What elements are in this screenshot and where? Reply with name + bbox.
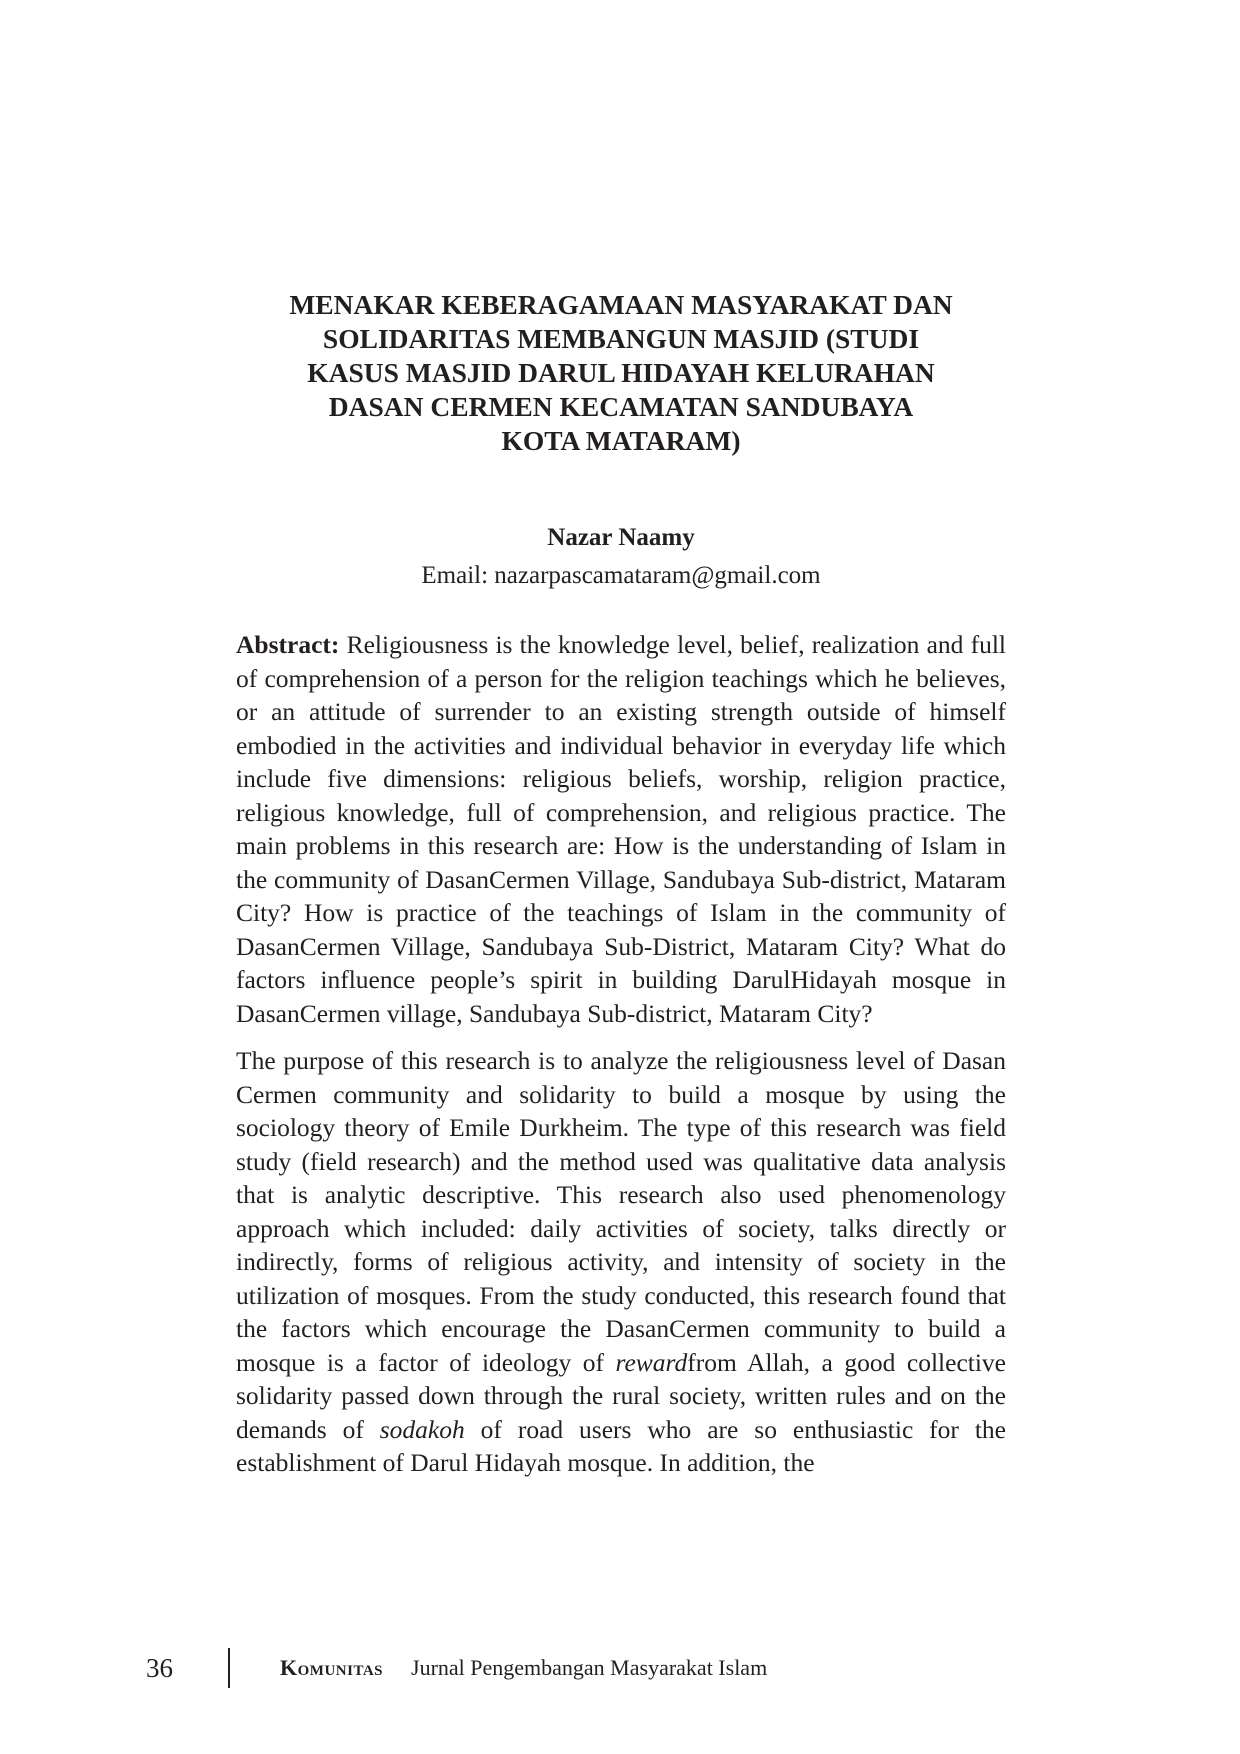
title-line: KASUS MASJID DARUL HIDAYAH KELURAHAN	[307, 357, 935, 388]
author-name: Nazar Naamy	[547, 524, 695, 551]
abstract-text: from Allah, a good collective solidarity passed down through the rural society, written rules and on the demands of	[236, 1347, 1006, 1444]
article-title	[236, 288, 1006, 458]
author-email: Email: nazarpascamataram@gmail.com	[421, 562, 821, 589]
abstract-text: Religiousness is the knowledge level, belief, realization and full of comprehension of a person for the religion teachings which he believes, or an attitude of surrender to an existing strength outside of himself embodied in the activities and individual behavior in everyday life which include five dimensions: religious beliefs, worship, religion practice, religious knowledge, full of comprehension, and religious practice. The main problems in this research are: How is the understanding of Islam in the community of DasanCermen Village, Sandubaya Sub-district, Mataram City? How is practice of the teachings of Islam in the community of DasanCermen Village, Sandubaya Sub-District, Mataram City? What do factors influence people’s spirit in building DarulHidayah mosque in DasanCermen village, Sandubaya Sub-district, Mataram City?	[236, 630, 1007, 1028]
italic-term: reward	[615, 1347, 688, 1377]
italic-term: sodakoh	[379, 1414, 465, 1444]
title-line: DASAN CERMEN KECAMATAN SANDUBAYA	[328, 391, 914, 422]
journal-name: Komunitas	[280, 1655, 384, 1680]
journal-subtitle: Jurnal Pengembangan Masyarakat Islam	[411, 1655, 768, 1680]
page-footer	[0, 1648, 1240, 1688]
abstract	[236, 628, 1006, 1480]
footer-divider	[228, 1648, 230, 1688]
abstract-text: of road users who are so enthusiastic for the establishment of Darul Hidayah mosque. In addition, the	[236, 1414, 1006, 1477]
page-number: 36	[146, 1653, 173, 1683]
title-line: MENAKAR KEBERAGAMAAN MASYARAKAT DAN	[289, 289, 953, 320]
abstract-label: Abstract:	[236, 630, 340, 659]
title-line: SOLIDARITAS MEMBANGUN MASJID (STUDI	[322, 323, 920, 354]
abstract-text: The purpose of this research is to analyze the religiousness level of Dasan Cermen community and solidarity to build a mosque by using the sociology theory of Emile Durkheim. The type of this research was field study (field research) and the method used was qualitative data analysis that is analytic descriptive. This research also used phenomenology approach which included: daily activities of society, talks directly or indirectly, forms of religious activity, and intensity of society in the utilization of mosques. From the study conducted, this research found that the factors which encourage the DasanCermen community to build a mosque is a factor of ideology of	[236, 1046, 1006, 1377]
journal-info	[280, 1648, 767, 1688]
title-line: KOTA MATARAM)	[501, 425, 741, 456]
abstract-paragraph	[236, 1044, 1006, 1480]
abstract-paragraph	[236, 628, 1006, 1030]
